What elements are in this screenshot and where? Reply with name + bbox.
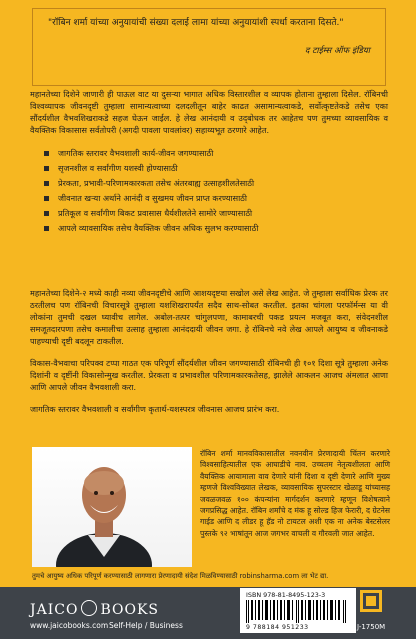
body-paragraph-2: महानतेच्या दिशेने-२ मध्ये काही नव्या जीवनदृष्टीचे आणि आशयदृष्टया सखोल असे लेख आहेत. जे तुम्हाला सर्वाधिक प्रेरक तर ठरतीलच पण रॉबिनची विचारसूत्रे तुम्हाला यशशिखरापर्यंत सदैव साथ-सोबत करतील. इतका चांगला परफॉर्मन्स या वी लोकांना तुमची दखल घ्यावीच लागेल. अबोल-तत्पर चांगुलपणा, कामाबरची पकड प्रयत्न मजबूत करा, संवेदनशील समजूतदारपणा तसेच कमालीचा उत्साह तुम्हाला आनंददायी जीवन जगा. हे रॉबिनचे नवे लेख आपले आयुष्य व जीवनाकडे पाहण्याची दृष्टी बदलून टाकतील.: [30, 288, 388, 346]
book-category: Self-Help / Business: [109, 621, 183, 630]
book-code: J-1750M: [357, 623, 386, 631]
isbn-number: ISBN 978-81-8495-123-3: [246, 591, 326, 599]
benefit-item: सृजनशील व सर्वांगीण यशस्वी होण्यासाठी: [44, 161, 384, 176]
isbn-barcode: [240, 588, 356, 633]
publisher-name-left: JAICO: [30, 602, 79, 618]
benefit-item: आपले व्यावसायिक तसेच वैयक्तिक जीवन अधिक सुलभ करण्यासाठी: [44, 221, 384, 236]
publisher-mark-icon: [360, 590, 382, 612]
publisher-emblem-icon: [81, 600, 97, 616]
body-paragraph-4: जागतिक स्तरावर वैभवशाली व सर्वांगीण कृतार्थ-यशस्परत्र जीवनास आजच प्रारंभ करा.: [30, 404, 280, 414]
publisher-name-right: BOOKS: [100, 602, 160, 618]
benefit-item: जागतिक स्तरावर वैभवशाली कार्य-जीवन जगण्यासाठी: [44, 146, 384, 161]
endorsement-quote: "रॉबिन शर्मा यांच्या अनुयायांची संख्या दलाई लामा यांच्या अनुयायांशी स्पर्धा करताना दिसते.": [48, 18, 344, 28]
benefit-item: प्रेरकता, प्रभावी-परिणामकारकता तसेच अंतरबाह्य उत्साहशीलतेसाठी: [44, 176, 384, 191]
website-tagline: तुमचे आयुष्य अधिक परिपूर्ण करण्यासाठी लागणारा प्रेरणादायी संदेश मिळविण्यासाठी robinsharma.com ला भेट द्या.: [32, 572, 329, 580]
barcode-digits: 9 788184 951233: [246, 624, 309, 631]
quote-source: द टाईम्स ऑफ इंडिया: [304, 46, 370, 56]
publisher-logo: [30, 600, 159, 618]
benefit-item: जीवनात खऱ्या अर्थाने आनंदी व सुखमय जीवन प्राप्त करण्यासाठी: [44, 191, 384, 206]
barcode-bars: [246, 600, 348, 623]
author-bio: रॉबिन शर्मा मानवविकासातील नवनवीन प्रेरणादायी चिंतन करणारे विश्वसाहित्यातील एक आघाडीचे नाव. उच्चतम नेतृत्वशीलता आणि वैयक्तिक आयामाला वाव देणारे यांनी दिशा व दृष्टी देणारे आणि मुख्य म्हणजे विश्वविख्यात लेखक, व्यावसायिक सुपरस्टार खेळाडू यांच्यासह जवळजवळ १०० कंपन्यांना मार्गदर्शन करणारे म्हणून विशेषत्वाने जगप्रसिद्ध आहेत. रॉबिन शर्मांचे द मंक हू सोल्ड हिज फेरारी, द ग्रेटनेस गाईड आणि द लीडर हू हॅड नो टायटल अशी एक ना अनेक बेस्टसेलर पुस्तके ९२ भाषांतून आज जगभर वाचली व गौरवली जात आहेत.: [200, 449, 390, 538]
publisher-website: www.jaicobooks.com: [30, 621, 109, 630]
benefit-item: प्रतिकूल व सर्वांगीण बिकट प्रवासास धैर्यशीलतेने सामोरे जाण्यासाठी: [44, 206, 384, 221]
intro-paragraph: महानतेच्या दिशेने जाणारी ही पाऊल वाट या दुसऱ्या भागात अधिक विस्तारशील व व्यापक होताना तुम्हाला दिसेल. रॉबिनची विश्वव्यापक जीवनदृष्टी तुम्हाला सामान्यत्वाच्या दलदलीतून बाहेर काढत असामान्यत्वाकडे, सर्वोत्कृष्टतेकडे तसेच एका सौंदर्यशील वैभवशिखराकडे सहज घेऊन जाईल. हे लेख आनंदायी व उद्‌बोधक तर आहेतच पण तुमच्या व्यावसायिक व वैयक्तिक विकासास सर्वतोपरी (अगदी पावला पावलांवर) सहाय्यभूत ठरणारे आहेत.: [30, 89, 388, 135]
benefits-list: [44, 146, 384, 236]
author-photo: [32, 447, 192, 567]
body-paragraph-3: विकास-वैभवाचा परिपक्व टप्पा गाठत एक परिपूर्ण सौंदर्यशील जीवन जगण्यासाठी रॉबिनची ही १०१ दिशा सूत्रे तुम्हाला अनेक दिशांनी व दृष्टींनी विकासोन्मुख करतील. प्रेरकता व प्रभावशील परिणामकारकतेसह, झालेले आकलन आजच अंमलात आणा आणि आपले जीवन वैभवशाली करा.: [30, 358, 388, 392]
